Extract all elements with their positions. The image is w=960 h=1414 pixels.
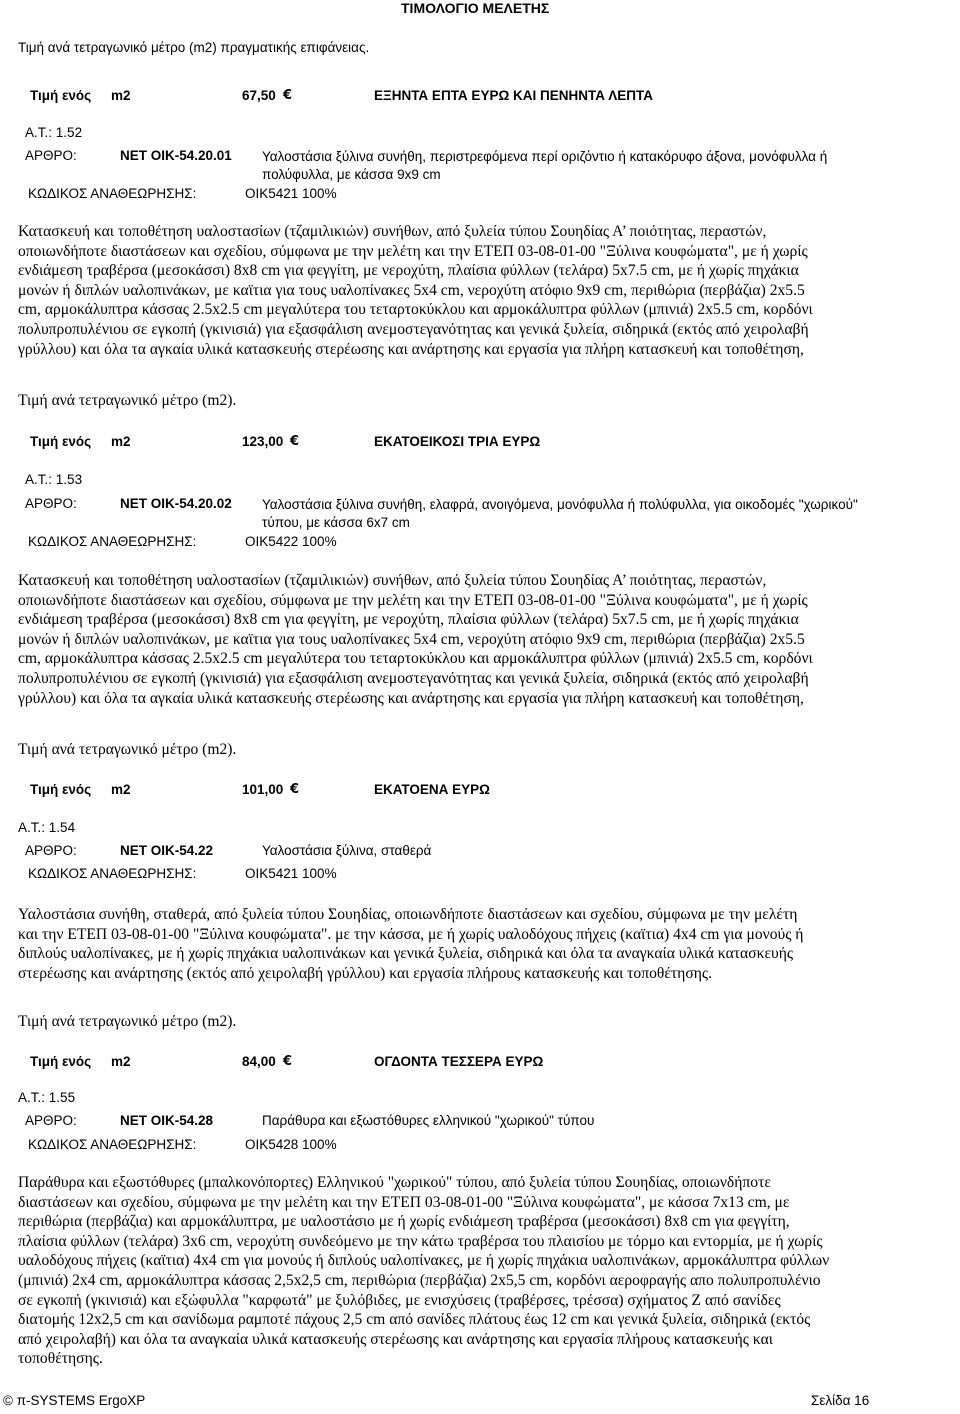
unit-note: Τιμή ανά τετραγωνικό μέτρο (m2). (18, 741, 237, 758)
at-number: 1.55 (48, 1090, 76, 1105)
article-code: ΝΕΤ ΟΙΚ-54.22 (120, 843, 214, 858)
unit-note: Τιμή ανά τετραγωνικό μέτρο (m2). (18, 392, 237, 409)
price-label: Τιμή ενός (30, 88, 92, 103)
euro-icon: € (283, 88, 293, 103)
euro-icon: € (283, 1054, 293, 1069)
revision-code: ΟΙΚ5421 100% (245, 866, 337, 881)
revision-code: ΟΙΚ5421 100% (245, 186, 337, 201)
at-number: 1.54 (48, 820, 76, 835)
article-short-description: Παράθυρα και εξωστόθυρες ελληνικού "χωρικού" τύπου (262, 1113, 595, 1128)
revision-code: ΟΙΚ5422 100% (245, 534, 337, 549)
euro-icon: € (290, 782, 300, 797)
revision-code: ΟΙΚ5428 100% (245, 1137, 337, 1152)
article-description: Κατασκευή και τοποθέτηση υαλοστασίων (τζαμιλικιών) συνήθων, από ξυλεία τύπου Σουηδίας Α’ ποιότητας, περαστών, οποιωνδήποτε διαστάσεων και σχεδίου, σύμφωνα με την μελέτη και την ΕΤΕΠ 03-08-01-00 "Ξύλινα κουφώματα", με ή χωρίς ενδιάμεση τραβέρσα (μεσοκάσσι) 8x8 cm για φεγγίτη, με νεροχύτη, πλαίσια φύλλων (τελάρα) 5x7.5 cm, με ή χωρίς πηχάκια μονών ή διπλών υαλοπινάκων, με καϊτια για τους υαλοπίνακες 5x4 cm, νεροχύτη ατόφιο 9x9 cm, περιθώρια (περβάζια) 2x5.5 cm, αρμοκάλυπτρα κάσσας 2.5x2.5 cm μεγαλύτερα του τεταρτοκύκλου και αρμοκάλυπτρα φύλλων (μπινιά) 2x5.5 cm, κορδόνι πολυπροπυλένιου σε εγκοπή (γκινισιά) για εξασφάλιση ανεμοστεγανότητας και γενικά ξυλεία, σιδηρικά (εκτός από χειρολαβή γρύλλου) και όλα τα αγκαία υλικά κατασκευής στερέωσης και ανάρτησης και εργασία για πλήρη κατασκευή και τοποθέτηση, (18, 572, 813, 707)
price-unit: m2 (111, 1054, 131, 1069)
article-label: ΑΡΘΡΟ: (25, 1113, 77, 1128)
revision-label: ΚΩΔΙΚΟΣ ΑΝΑΘΕΩΡΗΣΗΣ: (28, 186, 197, 201)
price-value: 67,50 (242, 88, 276, 103)
price-words: ΕΞΗΝΤΑ ΕΠΤΑ ΕΥΡΩ ΚΑΙ ΠΕΝΗΝΤΑ ΛΕΠΤΑ (374, 88, 654, 103)
revision-label: ΚΩΔΙΚΟΣ ΑΝΑΘΕΩΡΗΣΗΣ: (28, 534, 197, 549)
price-unit: m2 (111, 434, 131, 449)
price-words: ΟΓΔΟΝΤΑ ΤΕΣΣΕΡΑ ΕΥΡΩ (374, 1054, 544, 1069)
at-label: Α.Τ.: 1.53 (25, 472, 83, 487)
revision-label: ΚΩΔΙΚΟΣ ΑΝΑΘΕΩΡΗΣΗΣ: (28, 1137, 197, 1152)
price-value: 84,00 (242, 1054, 276, 1069)
article-code: ΝΕΤ ΟΙΚ-54.20.02 (120, 496, 232, 511)
article-label: ΑΡΘΡΟ: (25, 496, 77, 511)
price-label: Τιμή ενός (30, 782, 92, 797)
article-description: Υαλοστάσια συνήθη, σταθερά, από ξυλεία τύπου Σουηδίας, οποιωνδήποτε διαστάσεων και σχεδίου, σύμφωνα με την μελέτη και την ΕΤΕΠ 03-08-01-00 "Ξύλινα κουφώματα". με την κάσσα, με ή χωρίς υαλοδόχους πήχεις (καϊτια) 4x4 cm για μονούς ή διπλούς υαλοπίνακες, με ή χωρίς πηχάκια υαλοπινάκων και γενικά ξυλεία, σιδηρικά και όλα τα αναγκαία υλικά κατασκευής στερέωσης και ανάρτησης (εκτός από χειρολαβή γρύλλου) και εργασία πλήρους κατασκευής και τοποθέτησης. (18, 906, 804, 982)
page-title: ΤΙΜΟΛΟΓΙΟ ΜΕΛΕΤΗΣ (401, 0, 550, 16)
intro-text: Τιμή ανά τετραγωνικό μέτρο (m2) πραγματικής επιφάνειας. (18, 40, 370, 55)
article-label: ΑΡΘΡΟ: (25, 843, 77, 858)
at-number: 1.52 (55, 125, 83, 140)
article-code: ΝΕΤ ΟΙΚ-54.20.01 (120, 148, 232, 163)
article-description: Κατασκευή και τοποθέτηση υαλοστασίων (τζαμιλικιών) συνήθων, από ξυλεία τύπου Σουηδίας Α’ ποιότητας, περαστών, οποιωνδήποτε διαστάσεων και σχεδίου, σύμφωνα με την μελέτη και την ΕΤΕΠ 03-08-01-00 "Ξύλινα κουφώματα", με ή χωρίς ενδιάμεση τραβέρσα (μεσοκάσσι) 8x8 cm για φεγγίτη, με νεροχύτη, πλαίσια φύλλων (τελάρα) 5x7.5 cm, με ή χωρίς πηχάκια μονών ή διπλών υαλοπινάκων, με καϊτια για τους υαλοπίνακες 5x4 cm, νεροχύτη ατόφιο 9x9 cm, περιθώρια (περβάζια) 2x5.5 cm, αρμοκάλυπτρα κάσσας 2.5x2.5 cm μεγαλύτερα του τεταρτοκύκλου και αρμοκάλυπτρα φύλλων (μπινιά) 2x5.5 cm, κορδόνι πολυπροπυλένιου σε εγκοπή (γκινισιά) για εξασφάλιση ανεμοστεγανότητας και γενικά ξυλεία, σιδηρικά (εκτός από χειρολαβή γρύλλου) και όλα τα αγκαία υλικά κατασκευής στερέωσης και ανάρτησης και εργασία για πλήρη κατασκευή και τοποθέτηση, (18, 223, 813, 358)
article-code: ΝΕΤ ΟΙΚ-54.28 (120, 1113, 214, 1128)
price-label: Τιμή ενός (30, 1054, 92, 1069)
footer-copyright: © π-SYSTEMS ErgoXP (3, 1393, 146, 1408)
at-label: Α.Τ.: 1.52 (25, 125, 83, 140)
unit-note: Τιμή ανά τετραγωνικό μέτρο (m2). (18, 1013, 237, 1030)
price-unit: m2 (111, 88, 131, 103)
at-label: Α.Τ.: 1.55 (18, 1090, 76, 1105)
article-short-description: Υαλοστάσια ξύλινα συνήθη, ελαφρά, ανοιγόμενα, μονόφυλλα ή πολύφυλλα, για οικοδομές "χωρικού" τύπου, με κάσσα 6x7 cm (262, 497, 858, 530)
price-words: ΕΚΑΤΟΕΙΚΟΣΙ ΤΡΙΑ ΕΥΡΩ (374, 434, 541, 449)
at-label: Α.Τ.: 1.54 (18, 820, 76, 835)
article-label: ΑΡΘΡΟ: (25, 148, 77, 163)
price-value: 101,00 (242, 782, 284, 797)
euro-icon: € (290, 434, 300, 449)
article-description: Παράθυρα και εξωστόθυρες (μπαλκονόπορτες) Ελληνικού "χωρικού" τύπου, από ξυλεία τύπου Σουηδίας, οποιωνδήποτε διαστάσεων και σχεδίου, σύμφωνα με την μελέτη και την ΕΤΕΠ 03-08-01-00 "Ξύλινα κουφώματα", με κάσσα 7x13 cm, με περιθώρια (περβάζια) και αρμοκάλυπτρα, με υαλοστάσιο με ή χωρίς ενδιάμεση τραβέρσα (μεσοκάσσι) 8x8 cm για φεγγίτη, πλαίσια φύλλων (τελάρα) 3x6 cm, νεροχύτη συνδεόμενο με την κάτω τραβέρσα του πλαισίου με τόρμο και εντορμία, με ή χωρίς υαλοδόχους πήχεις (καϊτια) 4x4 cm για μονούς ή διπλούς υαλοπίνακες, με ή χωρίς πηχάκια υαλοπινάκων, αρμοκάλυπτρα φύλλων (μπινιά) 2x4 cm, αρμοκάλυπτρα κάσσας 2,5x2,5 cm, περιθώρια (περβάζια) 2x5,5 cm, κορδόνι αεροφραγής απο πολυπροπυλένιο σε εγκοπή (γκινισιά) και εξώφυλλα "καρφωτά" με ξυλόβιδες, με ενισχύσεις (τραβέρσες, τρέσσα) σχήματος Ζ από σανίδες διατομής 12x2,5 cm και σανίδωμα ραμποτέ πάχους 2,5 cm από σανίδες πλάτους έως 12 cm και γενικά ξυλεία, σιδηρικά (εκτός από χειρολαβή) και όλα τα αναγκαία υλικά κατασκευής στερέωσης και ανάρτησης και εργασία πλήρους κατασκευής και τοποθέτησης. (18, 1174, 830, 1368)
price-unit: m2 (111, 782, 131, 797)
footer-page-number: Σελίδα 16 (811, 1393, 870, 1408)
at-number: 1.53 (55, 472, 83, 487)
price-value: 123,00 (242, 434, 284, 449)
revision-label: ΚΩΔΙΚΟΣ ΑΝΑΘΕΩΡΗΣΗΣ: (28, 866, 197, 881)
price-label: Τιμή ενός (30, 434, 92, 449)
article-short-description: Υαλοστάσια ξύλινα συνήθη, περιστρεφόμενα περί οριζόντιο ή κατακόρυφο άξονα, μονόφυλλα ή πολύφυλλα, με κάσσα 9x9 cm (262, 149, 828, 182)
article-short-description: Υαλοστάσια ξύλινα, σταθερά (262, 843, 432, 858)
price-words: ΕΚΑΤΟΕΝΑ ΕΥΡΩ (374, 782, 490, 797)
